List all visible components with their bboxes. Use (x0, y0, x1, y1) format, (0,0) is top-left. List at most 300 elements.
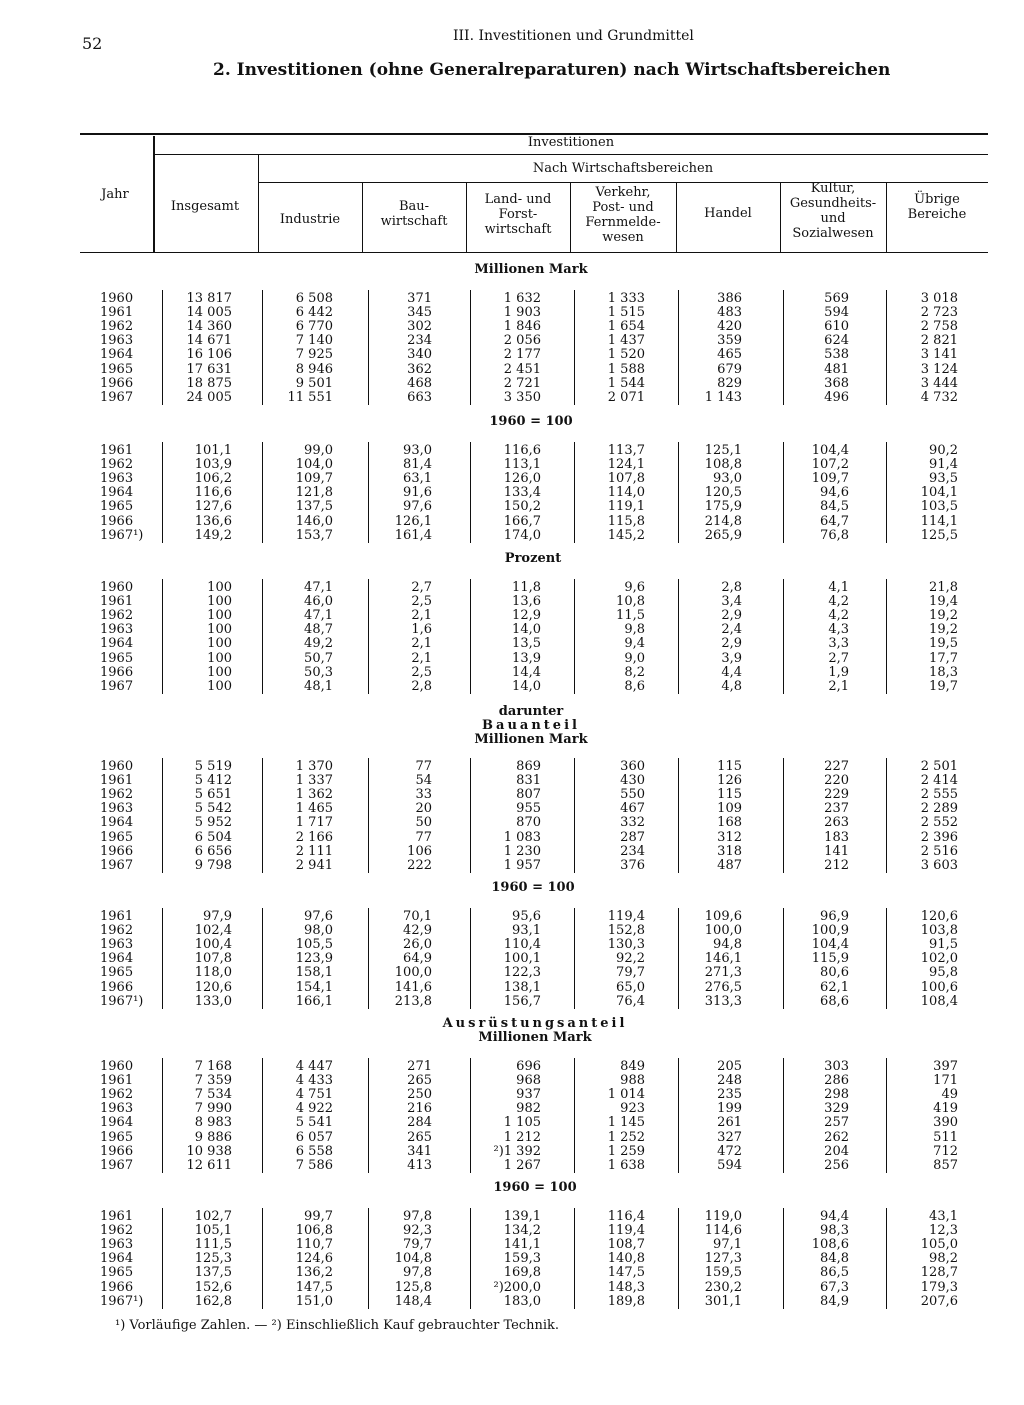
table-cell: 487 (717, 857, 742, 873)
table-cell: 175,9 (704, 499, 742, 515)
table-cell: 265 (407, 1129, 432, 1145)
table-cell: 114,0 (607, 485, 645, 501)
header-divider (780, 182, 781, 252)
table-cell: 97,1 (713, 1237, 742, 1253)
table-cell: 3,9 (721, 650, 742, 666)
section-label: Millionen Mark (474, 262, 588, 277)
table-cell: 123,9 (295, 951, 333, 967)
row-year: 1965 (100, 829, 134, 845)
table-cell: 104,4 (811, 937, 849, 953)
header-landwirtschaft (485, 192, 552, 237)
table-cell: 26,0 (403, 937, 432, 953)
row-year: 1961 (100, 305, 134, 321)
table-cell: 2 941 (295, 857, 333, 873)
table-cell: 2 758 (920, 319, 958, 335)
table-cell: 1 014 (607, 1087, 645, 1103)
table-cell: 100,9 (811, 923, 849, 939)
table-cell: 99,7 (304, 1209, 333, 1224)
row-year: 1966 (100, 843, 134, 859)
table-cell: 9,0 (624, 650, 645, 666)
table-cell: 250 (407, 1087, 432, 1103)
table-cell: 4 433 (295, 1073, 333, 1089)
table-cell: 2,4 (721, 622, 742, 638)
table-cell: 14 005 (186, 305, 232, 321)
table-cell: 79,7 (403, 1237, 432, 1253)
table-cell: 99,0 (304, 443, 333, 458)
row-year: 1961 (100, 909, 134, 924)
table-cell: 126,1 (394, 513, 432, 529)
table-cell: 2 516 (920, 843, 958, 859)
table-cell: 1 083 (503, 829, 541, 845)
table-cell: 64,7 (820, 513, 849, 529)
table-cell: 199 (717, 1101, 742, 1117)
table-row (0, 609, 1024, 623)
table-cell: 7 586 (295, 1157, 333, 1173)
table-cell: 98,2 (929, 1251, 958, 1267)
table-row (0, 637, 1024, 651)
header-bottom-rule (80, 252, 988, 253)
table-cell: 14,0 (512, 678, 541, 694)
table-cell: 98,3 (820, 1223, 849, 1239)
table-cell: 3 141 (920, 347, 958, 363)
table-cell: 287 (620, 829, 645, 845)
row-year: 1967 (100, 857, 134, 873)
table-cell: 13 817 (186, 291, 232, 306)
table-cell: 594 (824, 305, 849, 321)
table-cell: 4 922 (295, 1101, 333, 1117)
table-cell: 7 359 (194, 1073, 232, 1089)
table-cell: 106 (407, 843, 432, 859)
table-cell: 14 360 (186, 319, 232, 335)
table-cell: 130,3 (607, 937, 645, 953)
table-cell: 1 230 (503, 843, 541, 859)
table-cell: 97,8 (403, 1265, 432, 1281)
table-cell: 14,0 (512, 622, 541, 638)
table-cell: 93,1 (512, 923, 541, 939)
table-cell: 114,6 (704, 1223, 742, 1239)
table-row (0, 788, 1024, 802)
table-cell: 116,6 (503, 443, 541, 458)
row-year: 1963 (100, 1237, 134, 1253)
table-row (0, 831, 1024, 845)
table-row (0, 334, 1024, 348)
table-cell: 125,3 (194, 1251, 232, 1267)
table-cell: 1 252 (607, 1129, 645, 1145)
table-cell: 2 721 (503, 375, 541, 391)
table-cell: 2,1 (411, 650, 432, 666)
table-cell: 234 (407, 333, 432, 349)
table-cell: 169,8 (503, 1265, 541, 1281)
row-year: 1967 (100, 389, 134, 405)
table-cell: 134,2 (503, 1223, 541, 1239)
table-cell: 122,3 (503, 965, 541, 981)
table-cell: 115 (717, 759, 742, 774)
table-cell: 94,8 (713, 937, 742, 953)
header-kultur (790, 181, 876, 241)
table-cell: 84,8 (820, 1251, 849, 1267)
row-year: 1963 (100, 622, 134, 638)
table-row (0, 910, 1024, 924)
table-cell: 13,5 (512, 636, 541, 652)
table-cell: 14,4 (512, 664, 541, 680)
table-cell: 2 552 (920, 815, 958, 831)
table-cell: 91,5 (929, 937, 958, 953)
table-cell: 109 (717, 801, 742, 817)
table-row (0, 966, 1024, 980)
table-cell: 2,9 (721, 608, 742, 624)
table-cell: 6 442 (295, 305, 333, 321)
table-cell: 2,5 (411, 594, 432, 610)
table-cell: 137,5 (194, 1265, 232, 1281)
table-cell: 13,6 (512, 594, 541, 610)
table-cell: 1 515 (607, 305, 645, 321)
table-cell: 119,0 (704, 1209, 742, 1224)
table-cell: 109,6 (704, 909, 742, 924)
table-cell: 137,5 (295, 499, 333, 515)
table-cell: 109,7 (811, 471, 849, 487)
row-year: 1967¹) (100, 1293, 144, 1309)
table-cell: 204 (824, 1143, 849, 1159)
row-year: 1960 (100, 291, 134, 306)
table-cell: 7 990 (194, 1101, 232, 1117)
table-cell: 5 952 (194, 815, 232, 831)
header-divider (362, 182, 363, 252)
table-cell: 594 (717, 1157, 742, 1173)
table-cell: 110,7 (295, 1237, 333, 1253)
row-year: 1962 (100, 457, 134, 473)
table-cell: 468 (407, 375, 432, 391)
table-cell: 159,5 (704, 1265, 742, 1281)
table-cell: 5 412 (194, 773, 232, 789)
table-cell: 9 501 (295, 375, 333, 391)
table-row (0, 938, 1024, 952)
table-cell: 20 (415, 801, 432, 817)
table-cell: 1 145 (607, 1115, 645, 1131)
table-cell: 988 (620, 1073, 645, 1089)
table-cell: 679 (717, 361, 742, 377)
table-cell: 138,1 (503, 979, 541, 995)
table-cell: 2,7 (411, 580, 432, 595)
table-cell: 152,8 (607, 923, 645, 939)
table-row (0, 623, 1024, 637)
section-label: 1960 = 100 (493, 1180, 577, 1195)
row-year: 1965 (100, 650, 134, 666)
row-year: 1967¹) (100, 993, 144, 1009)
header-verkehr (585, 185, 660, 245)
table-cell: 100 (207, 678, 232, 694)
table-cell: 145,2 (607, 527, 645, 543)
table-cell: 12 611 (186, 1157, 232, 1173)
table-cell: 207,6 (920, 1293, 958, 1309)
table-cell: 16 106 (186, 347, 232, 363)
table-cell: 2 056 (503, 333, 541, 349)
table-cell: 327 (717, 1129, 742, 1145)
header-investitionen: Investitionen (527, 135, 615, 150)
table-cell: 50 (415, 815, 432, 831)
table-cell: 3,3 (828, 636, 849, 652)
table-cell: 1 259 (607, 1143, 645, 1159)
header-insgesamt: Insgesamt (170, 199, 240, 214)
table-cell: 107,8 (194, 951, 232, 967)
table-cell: 49 (941, 1087, 958, 1103)
table-cell: 119,1 (607, 499, 645, 515)
table-row (0, 1074, 1024, 1088)
investitionen-rule (155, 154, 988, 155)
header-nach-wirtschaftsbereichen: Nach Wirtschaftsbereichen (532, 161, 714, 176)
row-year: 1967 (100, 1157, 134, 1173)
table-cell: 62,1 (820, 979, 849, 995)
table-cell: 67,3 (820, 1279, 849, 1295)
table-cell: 18 875 (186, 375, 232, 391)
footnote: ¹) Vorläufige Zahlen. — ²) Einschließlich Kauf gebrauchter Technik. (115, 1318, 559, 1333)
table-cell: 265 (407, 1073, 432, 1089)
table-cell: 104,1 (920, 485, 958, 501)
table-cell: 849 (620, 1059, 645, 1074)
table-cell: 465 (717, 347, 742, 363)
table-row (0, 1210, 1024, 1224)
table-cell: 97,6 (304, 909, 333, 924)
table-cell: 104,8 (394, 1251, 432, 1267)
table-cell: 42,9 (403, 923, 432, 939)
table-cell: 108,7 (607, 1237, 645, 1253)
table-cell: 1 654 (607, 319, 645, 335)
section-label: 1960 = 100 (491, 880, 575, 895)
table-cell: 235 (717, 1087, 742, 1103)
header-handel: Handel (704, 206, 752, 221)
table-cell: 234 (620, 843, 645, 859)
section-label: Millionen Mark (474, 732, 588, 747)
table-row (0, 1116, 1024, 1130)
table-row (0, 1102, 1024, 1116)
table-row (0, 924, 1024, 938)
table-row (0, 1145, 1024, 1159)
table-cell: 116,6 (194, 485, 232, 501)
table-row (0, 1281, 1024, 1295)
table-cell: 9,8 (624, 622, 645, 638)
table-cell: 80,6 (820, 965, 849, 981)
table-cell: 1 465 (295, 801, 333, 817)
header-uebrige (908, 192, 967, 222)
table-cell: 100 (207, 622, 232, 638)
table-cell: 90,2 (929, 443, 958, 458)
table-cell: 125,1 (704, 443, 742, 458)
table-cell: 84,5 (820, 499, 849, 515)
table-cell: 100 (207, 636, 232, 652)
table-cell: 12,9 (512, 608, 541, 624)
row-year: 1965 (100, 361, 134, 377)
table-cell: 4,1 (828, 580, 849, 595)
table-cell: 937 (516, 1087, 541, 1103)
table-cell: 467 (620, 801, 645, 817)
header-industrie: Industrie (279, 212, 341, 227)
table-cell: 332 (620, 815, 645, 831)
table-cell: 151,0 (295, 1293, 333, 1309)
row-year: 1961 (100, 443, 134, 458)
table-cell: 79,7 (616, 965, 645, 981)
table-cell: 153,7 (295, 527, 333, 543)
table-cell: 19,7 (929, 678, 958, 694)
table-cell: 368 (824, 375, 849, 391)
table-cell: 100 (207, 594, 232, 610)
table-cell: 104,4 (811, 443, 849, 458)
table-cell: 312 (717, 829, 742, 845)
table-cell: 64,9 (403, 951, 432, 967)
table-cell: 831 (516, 773, 541, 789)
table-cell: 483 (717, 305, 742, 321)
table-row (0, 652, 1024, 666)
table-cell: 870 (516, 815, 541, 831)
table-cell: 857 (933, 1157, 958, 1173)
table-cell: 17,7 (929, 650, 958, 666)
table-cell: 9,4 (624, 636, 645, 652)
table-cell: 141 (824, 843, 849, 859)
table-row (0, 1238, 1024, 1252)
table-cell: 109,7 (295, 471, 333, 487)
table-cell: 212 (824, 857, 849, 873)
table-cell: 98,0 (304, 923, 333, 939)
table-cell: 94,6 (820, 485, 849, 501)
row-year: 1961 (100, 773, 134, 789)
table-cell: 4,2 (828, 608, 849, 624)
table-cell: 6 770 (295, 319, 333, 335)
table-cell: 4 732 (920, 389, 958, 405)
table-row (0, 952, 1024, 966)
table-cell: 136,6 (194, 513, 232, 529)
table-cell: 102,0 (920, 951, 958, 967)
table-cell: 179,3 (920, 1279, 958, 1295)
table-cell: 2 555 (920, 787, 958, 803)
row-year: 1964 (100, 347, 134, 363)
table-cell: 121,8 (295, 485, 333, 501)
table-cell: 113,1 (503, 457, 541, 473)
table-cell: 100,0 (394, 965, 432, 981)
table-cell: 313,3 (704, 993, 742, 1009)
table-cell: 120,6 (920, 909, 958, 924)
table-cell: 1,9 (828, 664, 849, 680)
table-cell: 128,7 (920, 1265, 958, 1281)
table-row (0, 458, 1024, 472)
header-kultur-text: Kultur, Gesundheits- und Sozialwesen (789, 181, 877, 241)
table-cell: 108,8 (704, 457, 742, 473)
table-cell: 102,4 (194, 923, 232, 939)
header-verkehr-text: Verkehr, Post- und Fernmelde- wesen (585, 185, 661, 245)
table-cell: 359 (717, 333, 742, 349)
table-cell: 174,0 (503, 527, 541, 543)
header-land-text: Land- und Forst- wirtschaft (484, 192, 552, 237)
table-row (0, 320, 1024, 334)
row-year: 1965 (100, 499, 134, 515)
table-cell: 103,5 (920, 499, 958, 515)
table-cell: 2 166 (295, 829, 333, 845)
table-cell: 10,8 (616, 594, 645, 610)
table-cell: 712 (933, 1143, 958, 1159)
table-row (0, 1252, 1024, 1266)
row-year: 1966 (100, 1279, 134, 1295)
table-cell: 430 (620, 773, 645, 789)
table-cell: 262 (824, 1129, 849, 1145)
table-cell: 10 938 (186, 1143, 232, 1159)
row-year: 1961 (100, 1073, 134, 1089)
table-row (0, 816, 1024, 830)
table-cell: 115,9 (811, 951, 849, 967)
table-cell: 115,8 (607, 513, 645, 529)
table-cell: 420 (717, 319, 742, 335)
table-cell: 472 (717, 1143, 742, 1159)
table-cell: 46,0 (304, 594, 333, 610)
table-cell: 95,6 (512, 909, 541, 924)
table-cell: 8,6 (624, 678, 645, 694)
table-row (0, 292, 1024, 306)
table-cell: 91,6 (403, 485, 432, 501)
table-cell: 19,2 (929, 608, 958, 624)
row-year: 1962 (100, 1223, 134, 1239)
table-cell: 49,2 (304, 636, 333, 652)
table-row (0, 529, 1024, 543)
table-cell: 276,5 (704, 979, 742, 995)
table-cell: ²)1 392 (493, 1143, 541, 1159)
table-cell: 6 558 (295, 1143, 333, 1159)
table-cell: 1 105 (503, 1115, 541, 1131)
table-cell: 119,4 (607, 909, 645, 924)
table-cell: 158,1 (295, 965, 333, 981)
table-cell: 8 946 (295, 361, 333, 377)
table-cell: 230,2 (704, 1279, 742, 1295)
table-cell: 237 (824, 801, 849, 817)
header-divider (886, 182, 887, 252)
table-cell: 5 542 (194, 801, 232, 817)
table-cell: 318 (717, 843, 742, 859)
table-cell: 149,2 (194, 527, 232, 543)
table-cell: 6 656 (194, 843, 232, 859)
table-row (0, 581, 1024, 595)
table-cell: 154,1 (295, 979, 333, 995)
table-cell: 2 177 (503, 347, 541, 363)
table-cell: 1 903 (503, 305, 541, 321)
header-bau-text: Bau- wirtschaft (380, 199, 448, 229)
table-cell: 1 437 (607, 333, 645, 349)
table-cell: 100,0 (704, 923, 742, 939)
table-cell: 120,6 (194, 979, 232, 995)
table-cell: 4 447 (295, 1059, 333, 1074)
table-cell: 2 451 (503, 361, 541, 377)
table-cell: 2,8 (411, 678, 432, 694)
table-cell: 569 (824, 291, 849, 306)
row-year: 1965 (100, 965, 134, 981)
table-row (0, 1224, 1024, 1238)
table-cell: 17 631 (186, 361, 232, 377)
row-year: 1966 (100, 513, 134, 529)
row-year: 1962 (100, 608, 134, 624)
table-row (0, 1295, 1024, 1309)
table-cell: 68,6 (820, 993, 849, 1009)
row-year: 1964 (100, 485, 134, 501)
row-year: 1964 (100, 815, 134, 831)
table-cell: 104,0 (295, 457, 333, 473)
table-row (0, 1131, 1024, 1145)
table-row (0, 306, 1024, 320)
table-row (0, 595, 1024, 609)
row-year: 1964 (100, 951, 134, 967)
table-cell: 33 (415, 787, 432, 803)
table-cell: 65,0 (616, 979, 645, 995)
table-cell: 161,4 (394, 527, 432, 543)
table-cell: ²)200,0 (493, 1279, 541, 1295)
table-cell: 136,2 (295, 1265, 333, 1281)
table-cell: 2,1 (828, 678, 849, 694)
table-cell: 125,8 (394, 1279, 432, 1295)
table-cell: 248 (717, 1073, 742, 1089)
table-cell: 159,3 (503, 1251, 541, 1267)
